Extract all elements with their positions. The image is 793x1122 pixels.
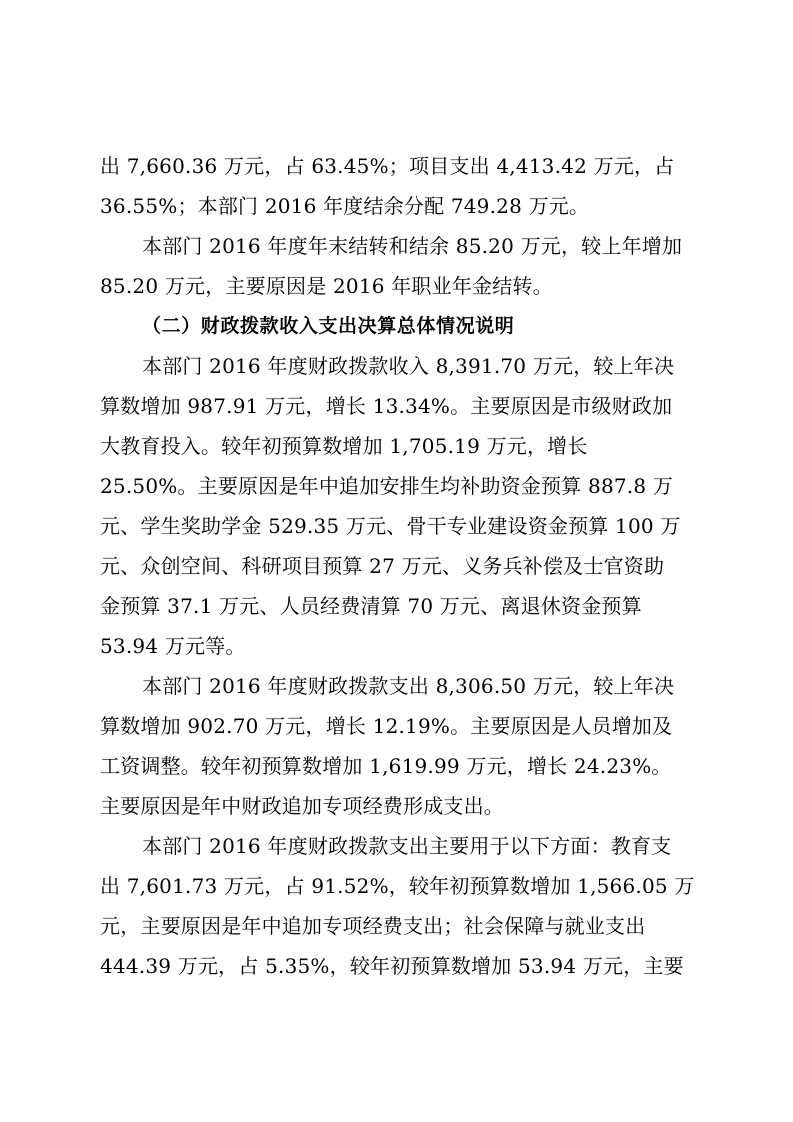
paragraph-line: 本部门 2016 年度年末结转和结余 85.20 万元，较上年增加 [142,234,683,258]
paragraph-line: 主要原因是年中财政追加专项经费形成支出。 [100,794,504,818]
paragraph-line: 元、众创空间、科研项目预算 27 万元、义务兵补偿及士官资助 [100,554,665,578]
paragraph-line: 算数增加 987.91 万元，增长 13.34%。主要原因是市级财政加 [100,394,673,418]
paragraph-line: 本部门 2016 年度财政拨款支出主要用于以下方面：教育支 [142,834,672,858]
paragraph-line: 本部门 2016 年度财政拨款支出 8,306.50 万元，较上年决 [142,674,675,698]
paragraph-line: 算数增加 902.70 万元，增长 12.19%。主要原因是人员增加及 [100,714,673,738]
section-heading: （二）财政拨款收入支出决算总体情况说明 [142,315,515,337]
paragraph-line: 36.55%；本部门 2016 年度结余分配 749.28 万元。 [100,194,590,218]
paragraph-line: 53.94 万元等。 [100,634,246,658]
paragraph-line: 元、学生奖助学金 529.35 万元、骨干专业建设资金预算 100 万 [100,514,681,538]
paragraph-line: 出 7,601.73 万元，占 91.52%，较年初预算数增加 1,566.05 万 [100,874,695,898]
paragraph-line: 85.20 万元，主要原因是 2016 年职业年金结转。 [100,274,553,298]
paragraph-line: 金预算 37.1 万元、人员经费清算 70 万元、离退休资金预算 [100,594,642,618]
paragraph-line: 工资调整。较年初预算数增加 1,619.99 万元，增长 24.23%。 [100,754,672,778]
paragraph-line: 大教育投入。较年初预算数增加 1,705.19 万元，增长 [100,434,588,458]
paragraph-line: 25.50%。主要原因是年中追加安排生均补助资金预算 887.8 万 [100,474,674,498]
paragraph-line: 出 7,660.36 万元，占 63.45%；项目支出 4,413.42 万元，占 [100,154,675,178]
paragraph-line: 444.39 万元，占 5.35%，较年初预算数增加 53.94 万元，主要 [100,954,684,978]
paragraph-line: 本部门 2016 年度财政拨款收入 8,391.70 万元，较上年决 [142,354,675,378]
paragraph-line: 元，主要原因是年中追加专项经费支出；社会保障与就业支出 [100,914,646,938]
